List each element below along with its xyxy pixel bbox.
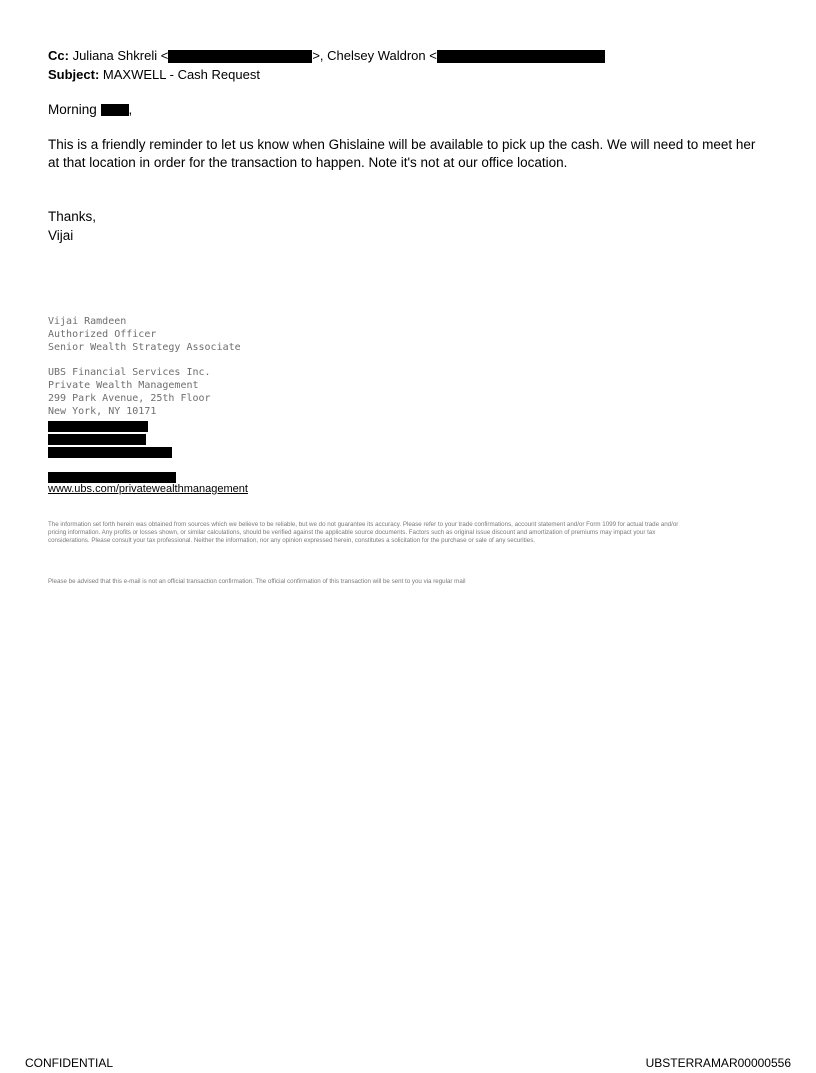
signature-title-1: Authorized Officer — [48, 329, 157, 340]
cc-label: Cc: — [48, 48, 69, 63]
subject-value: MAXWELL - Cash Request — [102, 67, 260, 82]
thanks-line: Thanks, — [48, 209, 97, 224]
cc-line — [48, 47, 605, 64]
signature-address-1: 299 Park Avenue, 25th Floor — [48, 393, 211, 404]
confirmation-notice: Please be advised that this e-mail is not an official transaction confirmation. The official confirmation of this transaction will be sent to you via regular mail — [48, 578, 466, 585]
confidential-label: CONFIDENTIAL — [25, 1056, 114, 1070]
signature-title-2: Senior Wealth Strategy Associate — [48, 342, 241, 353]
subject-label: Subject: — [48, 67, 100, 82]
signature-person — [48, 315, 241, 354]
redaction-phone-3 — [48, 447, 172, 458]
redaction-cc-email-2 — [437, 50, 605, 63]
signature-company — [48, 366, 211, 418]
redaction-phone-2 — [48, 434, 146, 445]
signature-name: Vijai Ramdeen — [48, 316, 127, 327]
signoff-name: Vijai — [48, 228, 74, 243]
greeting-suffix: , — [128, 102, 133, 117]
cc-separator: >, Chelsey Waldron < — [312, 48, 437, 63]
redaction-cc-email-1 — [168, 50, 312, 63]
redaction-email — [48, 472, 176, 483]
bates-number: UBSTERRAMAR00000556 — [645, 1056, 791, 1070]
signature-address-2: New York, NY 10171 — [48, 406, 157, 417]
message-paragraph: This is a friendly reminder to let us know when Ghislaine will be available to pick up the cash. We will need to meet her at that location in order for the transaction to happen. Note it's not at our office location. — [48, 137, 756, 170]
greeting-prefix: Morning — [48, 102, 97, 117]
greeting — [48, 101, 132, 119]
website-link[interactable]: www.ubs.com/privatewealthmanagement — [48, 483, 248, 495]
redaction-recipient-name — [101, 104, 129, 116]
subject-line — [48, 66, 260, 83]
cc-recipient-1: Juliana Shkreli < — [72, 48, 169, 63]
signature-division: Private Wealth Management — [48, 380, 199, 391]
redaction-phone-1 — [48, 421, 148, 432]
signature-company-name: UBS Financial Services Inc. — [48, 367, 211, 378]
disclaimer-paragraph: The information set forth herein was obtained from sources which we believe to be reliable, but we do not guarantee its accuracy. Please refer to your trade confirmations, account statement and/or Form 1099 for actual trade and/or pricing information. Any profits or losses shown, or similar calculations, should be verified against the applicable source documents. Factors such as original issue discount and amortization of premiums may impact your tax considerations. Please consult your tax professional. Neither the information, nor any opinion expressed herein, constitutes a solicitation for the purchase or sale of any securities. — [48, 521, 679, 544]
